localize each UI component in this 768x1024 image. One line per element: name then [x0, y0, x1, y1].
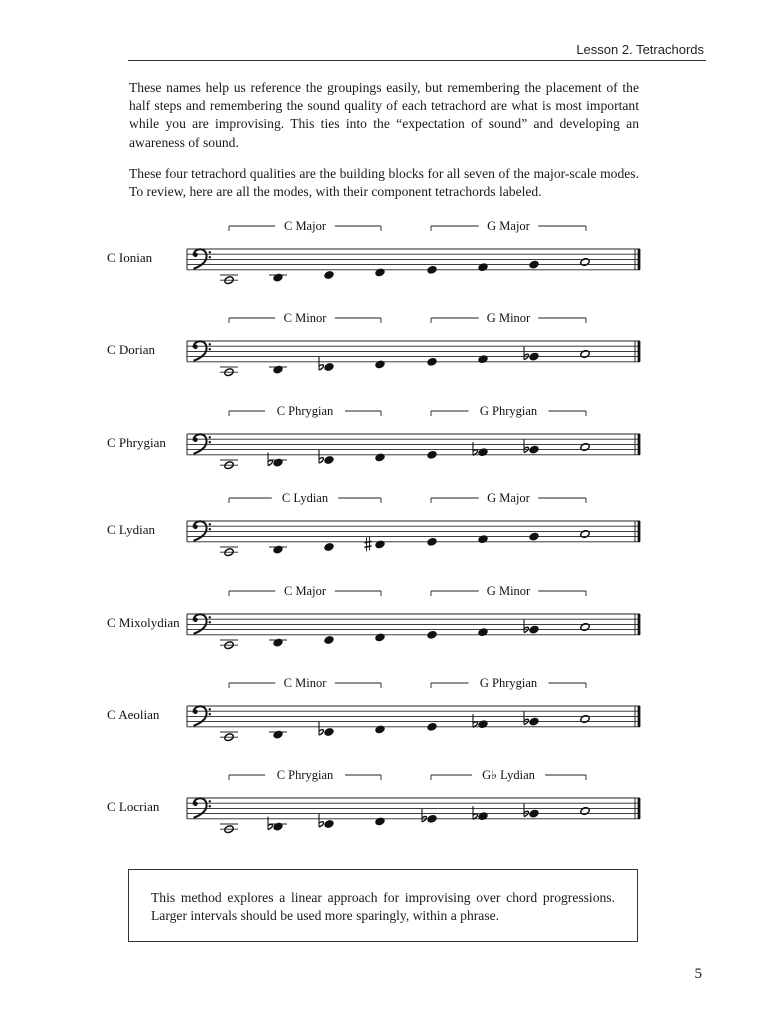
flat-icon [524, 347, 529, 360]
upper-tetrachord-label [431, 404, 586, 418]
note-F [375, 360, 385, 369]
note-A [478, 628, 488, 637]
lower-tetrachord-name: C Minor [283, 311, 327, 325]
upper-tetrachord-label [431, 491, 586, 505]
note-Ab [478, 812, 488, 821]
upper-tetrachord-name: G Minor [486, 584, 531, 598]
note-Bb [529, 809, 539, 818]
upper-tetrachord-name: G Major [487, 491, 530, 505]
note-Db [273, 458, 283, 467]
note-B [529, 260, 539, 269]
lower-tetrachord-label [229, 491, 381, 505]
note-Gb [427, 814, 437, 823]
lower-tetrachord-label [229, 584, 381, 598]
note-F [375, 633, 385, 642]
lower-tetrachord-name: C Phrygian [276, 768, 334, 782]
note-G [427, 537, 437, 546]
flat-icon [524, 804, 529, 817]
note-G [427, 630, 437, 639]
note-D [273, 730, 283, 739]
lower-tetrachord-name: C Major [283, 219, 327, 233]
flat-icon [319, 357, 324, 370]
note-A [478, 355, 488, 364]
note-D [273, 545, 283, 554]
mode-row [107, 311, 640, 377]
note-D [273, 273, 283, 282]
lower-tetrachord-label [229, 404, 381, 418]
note-A [478, 535, 488, 544]
note-E [324, 635, 334, 644]
note-C [580, 529, 590, 538]
mode-row [107, 768, 640, 834]
lower-tetrachord-label [229, 219, 381, 233]
intro-paragraph: These names help us reference the groupings easily, but remembering the placement of the half steps and remembering the sound quality of each tetrachord are what is most important while you are improvising. This ties into the “expectation of sound” and developing an awareness of sound. [129, 80, 639, 150]
mode-name: C Lydian [107, 522, 156, 537]
upper-tetrachord-name: G♭ Lydian [482, 768, 535, 782]
lower-tetrachord-label [229, 311, 381, 325]
note-A [478, 263, 488, 272]
note-D [273, 365, 283, 374]
note-Bb [529, 717, 539, 726]
page-number: 5 [694, 966, 702, 982]
flat-icon [422, 809, 427, 822]
note-Ab [478, 720, 488, 729]
lower-tetrachord-name: C Lydian [281, 491, 329, 505]
running-header: Lesson 2. Tetrachords [576, 42, 704, 57]
mode-name: C Phrygian [107, 435, 166, 450]
mode-name: C Locrian [107, 799, 160, 814]
sharp-icon [365, 536, 372, 551]
note-C [580, 257, 590, 266]
note-F [375, 453, 385, 462]
note-Db [273, 822, 283, 831]
upper-tetrachord-label [431, 311, 586, 325]
note-C [580, 349, 590, 358]
flat-icon [319, 722, 324, 735]
note-C [580, 806, 590, 815]
note-F [375, 268, 385, 277]
lower-tetrachord-label [229, 676, 381, 690]
note-G [427, 265, 437, 274]
upper-tetrachord-name: G Phrygian [479, 404, 538, 418]
note-C [580, 622, 590, 631]
mode-row [107, 584, 640, 650]
upper-tetrachord-name: G Minor [486, 311, 531, 325]
note-C [580, 714, 590, 723]
note-G [427, 357, 437, 366]
upper-tetrachord-label [431, 219, 586, 233]
method-note-box: This method explores a linear approach for improvising over chord progressions. Larger intervals should be used more sparingly, within a phrase. [128, 869, 638, 942]
note-Eb [324, 819, 334, 828]
upper-tetrachord-name: G Phrygian [479, 676, 538, 690]
note-F [375, 725, 385, 734]
mode-row [107, 676, 640, 742]
note-Bb [529, 625, 539, 634]
note-F# [375, 540, 385, 549]
lower-tetrachord-name: C Minor [283, 676, 327, 690]
mode-row [107, 491, 640, 557]
mode-name: C Mixolydian [107, 615, 180, 630]
note-Ab [478, 448, 488, 457]
note-F [375, 817, 385, 826]
mode-name: C Dorian [107, 342, 156, 357]
lower-tetrachord-name: C Phrygian [276, 404, 334, 418]
upper-tetrachord-name: G Major [487, 219, 530, 233]
flat-icon [524, 712, 529, 725]
note-G [427, 722, 437, 731]
lower-tetrachord-label [229, 768, 381, 782]
lower-tetrachord-name: C Major [283, 584, 327, 598]
flat-icon [524, 440, 529, 453]
note-Bb [529, 445, 539, 454]
note-Eb [324, 727, 334, 736]
mode-name: C Aeolian [107, 707, 160, 722]
flat-icon [319, 450, 324, 463]
mode-name: C Ionian [107, 250, 153, 265]
flat-icon [319, 814, 324, 827]
flat-icon [524, 620, 529, 633]
review-paragraph: These four tetrachord qualities are the building blocks for all seven of the major-scale modes. To review, here are all the modes, with their component tetrachords labeled. [129, 166, 639, 200]
note-Eb [324, 455, 334, 464]
upper-tetrachord-label [431, 676, 586, 690]
note-Bb [529, 352, 539, 361]
note-D [273, 638, 283, 647]
note-Eb [324, 362, 334, 371]
upper-tetrachord-label [431, 768, 586, 782]
note-G [427, 450, 437, 459]
note-C [580, 442, 590, 451]
mode-row [107, 404, 640, 470]
note-B [529, 532, 539, 541]
upper-tetrachord-label [431, 584, 586, 598]
note-E [324, 270, 334, 279]
mode-row [107, 219, 640, 285]
note-E [324, 542, 334, 551]
